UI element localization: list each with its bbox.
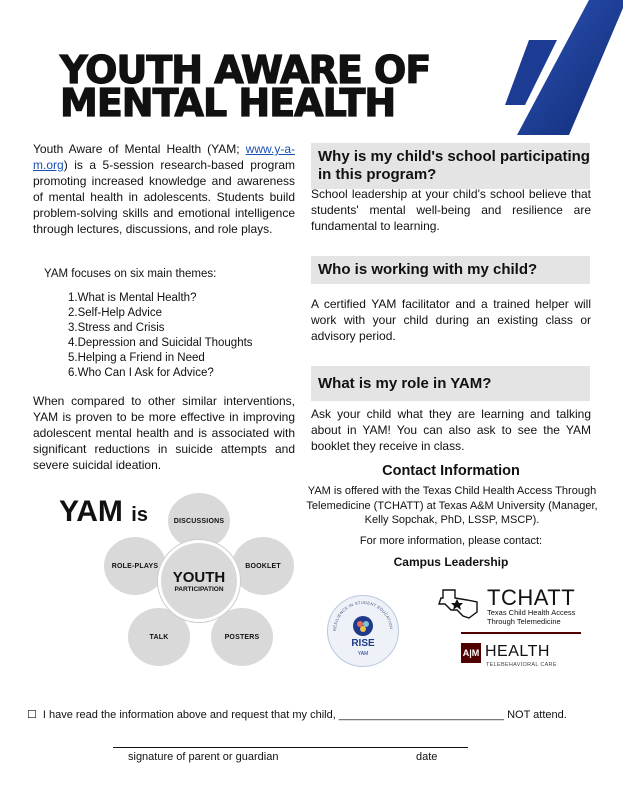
signature-line[interactable] <box>113 747 468 748</box>
page-title: YOUTH AWARE OF MENTAL HEALTH <box>60 48 431 125</box>
node-talk: TALK <box>128 608 190 666</box>
themes-list <box>68 291 253 381</box>
campus-leadership: Campus Leadership <box>393 555 509 569</box>
opt-out-statement: ☐ I have read the information above and request that my child, ___________________________ NOT attend. <box>27 709 567 721</box>
faq-question-1: Why is my child's school participating in this program? <box>311 143 590 189</box>
signature-label: signature of parent or guardian <box>128 751 279 763</box>
date-label: date <box>416 751 438 763</box>
yam-is-heading: YAM is <box>59 495 148 528</box>
child-name-blank[interactable]: ___________________________ <box>338 709 505 721</box>
texas-map-icon <box>437 588 481 620</box>
comparison-paragraph: When compared to other similar interventions, YAM is proven to be more effective in improving adolescent mental health and is associated with significant reductions in suicide attempts and severe suicidal ideation. <box>33 394 295 472</box>
youth-participation-hub: YOUTH PARTICIPATION <box>158 540 240 622</box>
node-posters: POSTERS <box>211 608 273 666</box>
checkbox[interactable]: ☐ <box>27 709 37 721</box>
contact-heading: Contact Information <box>382 463 520 479</box>
tamu-logo: A|M <box>461 643 481 663</box>
faq-answer-1: School leadership at your child's school believe that students' mental well-being and resilience are fundamental to learning. <box>311 187 591 233</box>
tchatt-name: TCHATT <box>487 585 576 610</box>
themes-intro: YAM focuses on six main themes: <box>44 268 217 280</box>
contact-more: For more information, please contact: <box>359 535 543 547</box>
svg-text:RESILIENCE IN STUDENT EDUCATIO: RESILIENCE IN STUDENT EDUCATION <box>331 599 394 632</box>
list-item: 1.What is Mental Health? <box>68 292 197 304</box>
faq-answer-2: A certified YAM facilitator and a trained helper will work with your child during an existing class or advisory period. <box>311 297 591 343</box>
list-item: 3.Stress and Crisis <box>68 322 165 334</box>
faq-question-2: Who is working with my child? <box>311 256 590 284</box>
intro-paragraph: Youth Aware of Mental Health (YAM; www.y-a-m.org) is a 5-session research-based program promoting increased knowledge and awareness of mental health in adolescents. Students build problem-solving skills and emotional intelligence through lectures, discussions, and role plays. <box>33 142 295 236</box>
list-item: 2.Self-Help Advice <box>68 307 162 319</box>
health-subtitle: TELEBEHAVIORAL CARE <box>486 662 557 668</box>
node-role-plays: ROLE-PLAYS <box>104 537 166 595</box>
list-item: 6.Who Can I Ask for Advice? <box>68 367 214 379</box>
decorative-stripes <box>505 0 623 135</box>
tchatt-subtitle: Texas Child Health Access Through Telemedicine <box>487 608 576 626</box>
yam-website-link[interactable]: www.y-a-m.org <box>33 142 295 172</box>
list-item: 5.Helping a Friend in Need <box>68 352 205 364</box>
contact-body: YAM is offered with the Texas Child Health Access Through Telemedicine (TCHATT) at Texas A&M University (Manager, Kelly Sopchak, PhD, LSSP, MSCP). <box>306 485 598 526</box>
node-booklet: BOOKLET <box>232 537 294 595</box>
faq-answer-3: Ask your child what they are learning and talking about in YAM! You can also ask to see the YAM booklet they receive in class. <box>311 407 591 453</box>
list-item: 4.Depression and Suicidal Thoughts <box>68 337 253 349</box>
rise-logo: RESILIENCE IN STUDENT EDUCATION RISE YAM <box>327 595 399 667</box>
divider <box>461 632 581 634</box>
faq-question-3: What is my role in YAM? <box>311 366 590 401</box>
health-name: HEALTH <box>485 643 550 660</box>
node-discussions: DISCUSSIONS <box>168 493 230 549</box>
